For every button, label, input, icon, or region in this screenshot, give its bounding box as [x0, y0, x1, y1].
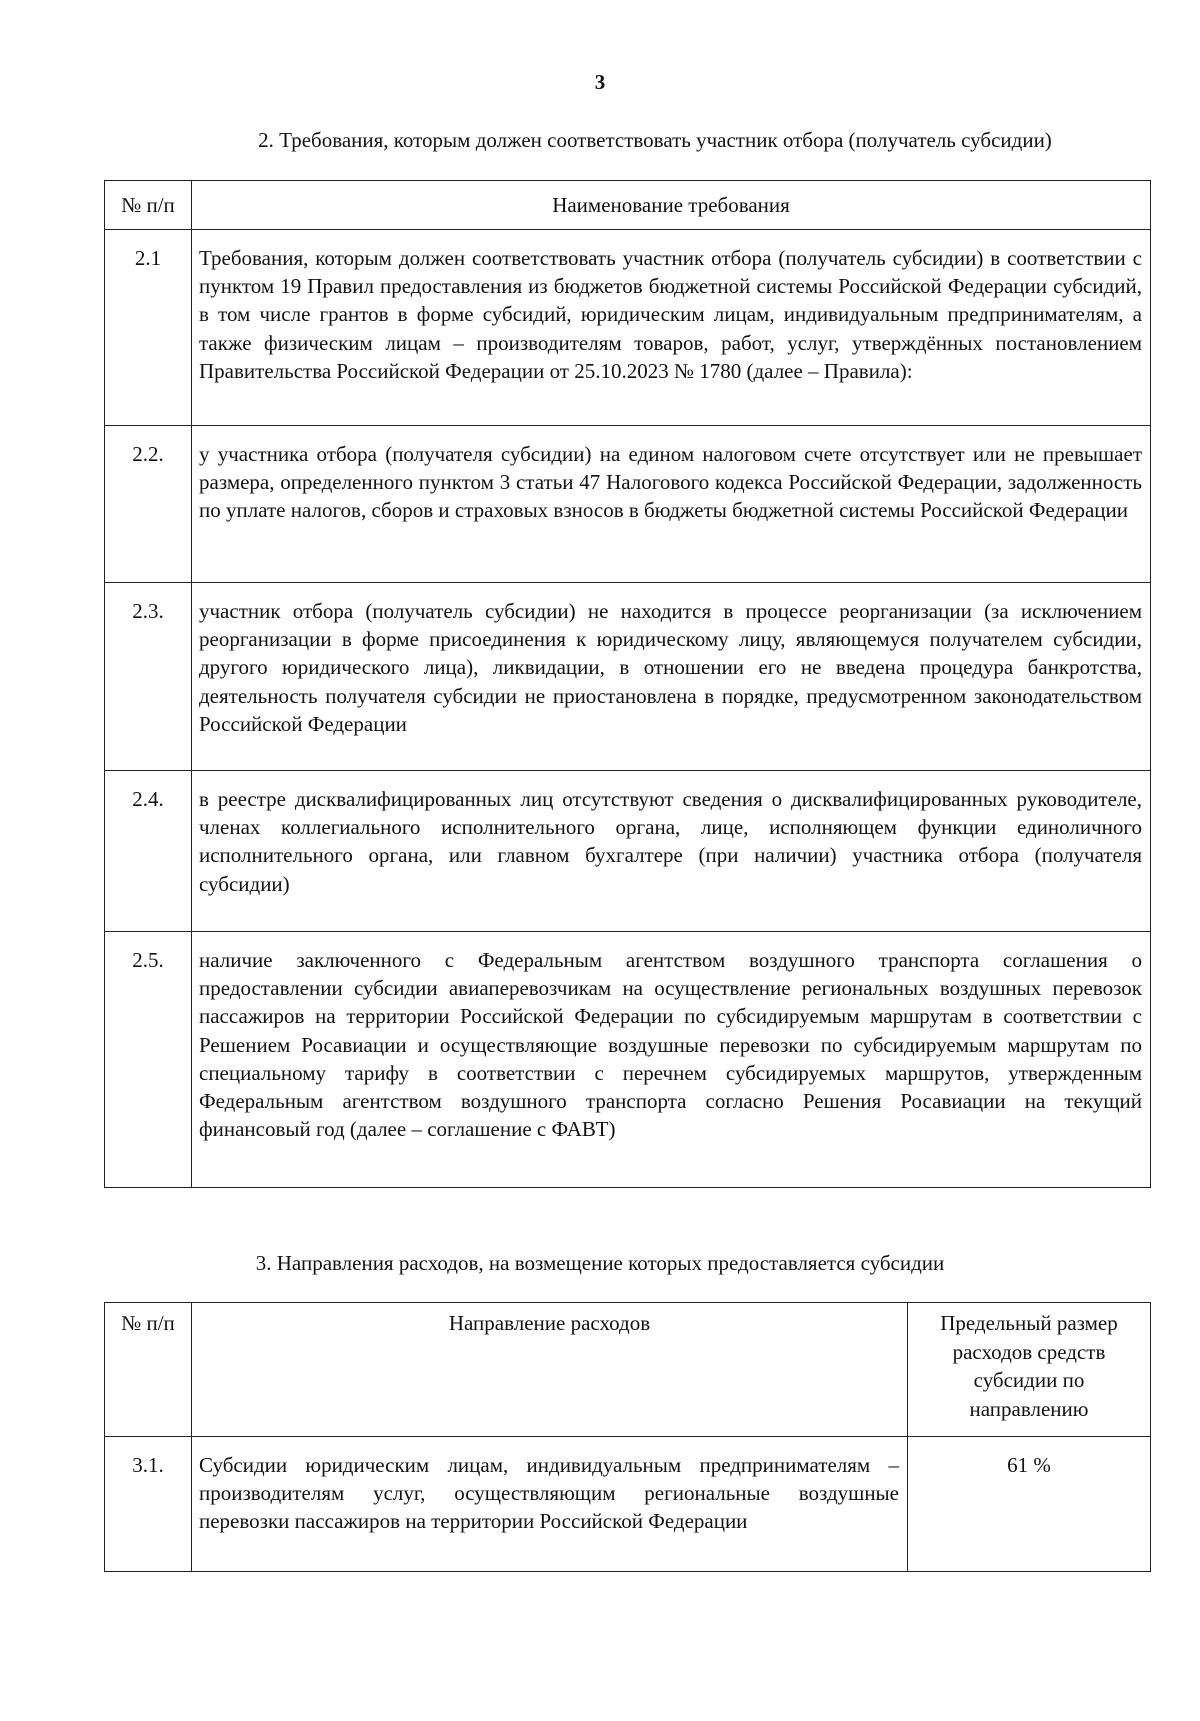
header-limit: Предельный размер расходов средств субсидии по направлению	[908, 1303, 1151, 1437]
table-row	[105, 1437, 1151, 1572]
table-row	[105, 771, 1151, 932]
table-row	[105, 932, 1151, 1188]
requirement-text: Требования, которым должен соответствовать участник отбора (получатель субсидии) в соответствии с пунктом 19 Правил предоставления из бюджетов бюджетной системы Российской Федерации субсидий, в том числе грантов в форме субсидий, юридическим лицам, индивидуальным предпринимателям, а также физическим лицам – производителям товаров, работ, услуг, утверждённых постановлением Правительства Российской Федерации от 25.10.2023 № 1780 (далее – Правила):	[192, 230, 1151, 426]
expenses-table	[104, 1302, 1151, 1572]
table-row	[105, 426, 1151, 583]
table-row	[105, 230, 1151, 426]
table-header-row	[105, 181, 1151, 230]
header-num: № п/п	[105, 181, 192, 230]
header-requirement-name: Наименование требования	[192, 181, 1151, 230]
requirement-text: наличие заключенного с Федеральным агентством воздушного транспорта соглашения о предоставлении субсидии авиаперевозчикам на осуществление региональных воздушных перевозок пассажиров на территории Российской Федерации по субсидируемым маршрутам в соответствии с Решением Росавиации и осуществляющие воздушные перевозки по субсидируемым маршрутам по специальному тарифу в соответствии с перечнем субсидируемых маршрутов, утвержденным Федеральным агентством воздушного транспорта согласно Решения Росавиации на текущий финансовый год (далее – соглашение с ФАВТ)	[192, 932, 1151, 1188]
row-number: 2.5.	[105, 932, 192, 1188]
row-number: 2.1	[105, 230, 192, 426]
page-number: 3	[594, 70, 606, 94]
requirement-text: в реестре дисквалифицированных лиц отсутствуют сведения о дисквалифицированных руководителе, членах коллегиального исполнительного органа, лице, исполняющем функции единоличного исполнительного органа, или главном бухгалтере (при наличии) участника отбора (получателя субсидии)	[192, 771, 1151, 932]
expense-direction-text: Субсидии юридическим лицам, индивидуальным предпринимателям – производителям услуг, осуществляющим региональные воздушные перевозки пассажиров на территории Российской Федерации	[192, 1437, 908, 1572]
row-number: 2.3.	[105, 583, 192, 771]
header-direction: Направление расходов	[192, 1303, 908, 1437]
header-num: № п/п	[105, 1303, 192, 1437]
row-number: 3.1.	[105, 1437, 192, 1572]
row-number: 2.2.	[105, 426, 192, 583]
row-number: 2.4.	[105, 771, 192, 932]
section-3-title: 3. Направления расходов, на возмещение которых предоставляется субсидии	[255, 1251, 945, 1275]
requirement-text: участник отбора (получатель субсидии) не находится в процессе реорганизации (за исключением реорганизации в форме присоединения к юридическому лицу, являющемуся получателем субсидии, другого юридического лица), ликвидации, в отношении его не введена процедура банкротства, деятельность получателя субсидии не приостановлена в порядке, предусмотренном законодательством Российской Федерации	[192, 583, 1151, 771]
expense-limit-value: 61 %	[908, 1437, 1151, 1572]
table-row	[105, 583, 1151, 771]
requirements-table	[104, 180, 1151, 1188]
section-2-title: 2. Требования, которым должен соответствовать участник отбора (получатель субсидии)	[258, 128, 1052, 152]
table-header-row	[105, 1303, 1151, 1437]
requirement-text: у участника отбора (получателя субсидии) на едином налоговом счете отсутствует или не превышает размера, определенного пунктом 3 статьи 47 Налогового кодекса Российской Федерации, задолженность по уплате налогов, сборов и страховых взносов в бюджеты бюджетной системы Российской Федерации	[192, 426, 1151, 583]
